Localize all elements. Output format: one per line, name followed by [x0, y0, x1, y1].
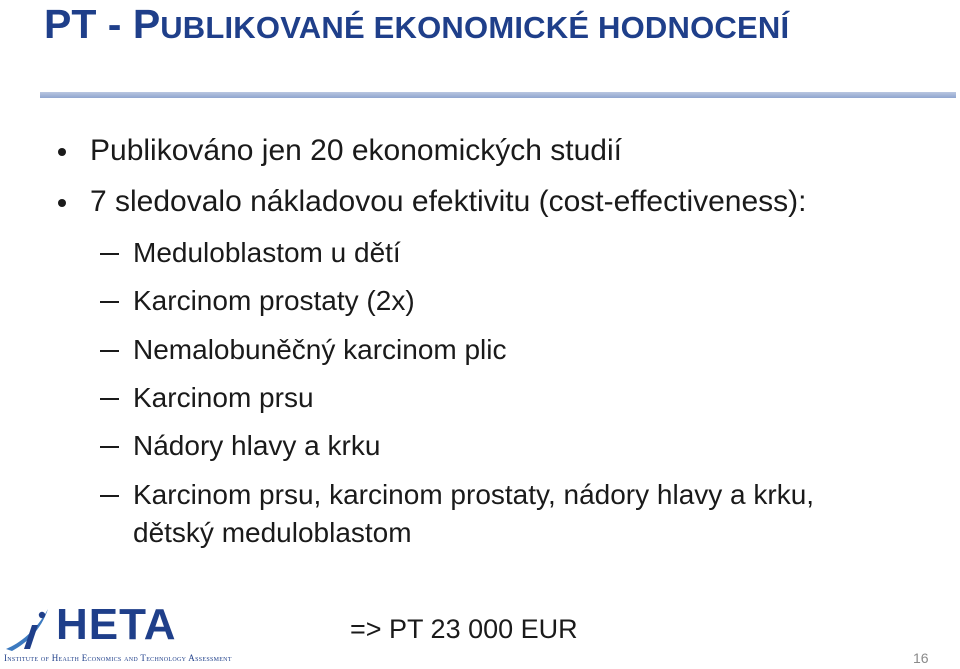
- sub-bullet-text: Karcinom prsu, karcinom prostaty, nádory hlavy a krku,: [133, 479, 815, 510]
- sub-bullet-item: [133, 282, 415, 320]
- sub-bullet-item: [133, 476, 814, 552]
- slide-title-lead: PT - P: [44, 1, 161, 47]
- sub-bullet-text: Karcinom prostaty (2x): [133, 285, 415, 316]
- sub-bullet-item: [133, 379, 314, 417]
- sub-bullet-item: [133, 331, 507, 369]
- bullet-item: [90, 184, 807, 220]
- bullet-item: [90, 133, 622, 169]
- bullet-text: Publikováno jen 20 ekonomických studií: [90, 134, 622, 167]
- page-number: 16: [913, 650, 929, 666]
- sub-bullet-item: [133, 427, 380, 465]
- sub-bullet-text: Karcinom prsu: [133, 382, 314, 413]
- sub-bullet-text: Nádory hlavy a krku: [133, 430, 381, 461]
- result-text: => PT 23 000 EUR: [350, 614, 578, 644]
- sub-bullet-item: [133, 234, 401, 272]
- bullet-text: 7 sledovalo nákladovou efektivitu (cost-effectiveness):: [90, 185, 807, 218]
- title-divider: [40, 92, 956, 98]
- logo-subtitle: Institute of Health Economics and Technology Assessment: [4, 653, 232, 663]
- sub-bullet-text: Meduloblastom u dětí: [133, 237, 401, 268]
- logo-swoosh-icon: [2, 603, 62, 655]
- sub-bullet-text: Nemalobuněčný karcinom plic: [133, 334, 507, 365]
- slide-title: [44, 2, 789, 50]
- logo-wordmark: HETA: [56, 600, 177, 649]
- slide-title-rest: UBLIKOVANÉ EKONOMICKÉ HODNOCENÍ: [160, 10, 790, 45]
- sub-bullet-continuation: dětský meduloblastom: [133, 517, 412, 548]
- heta-logo: [2, 600, 232, 667]
